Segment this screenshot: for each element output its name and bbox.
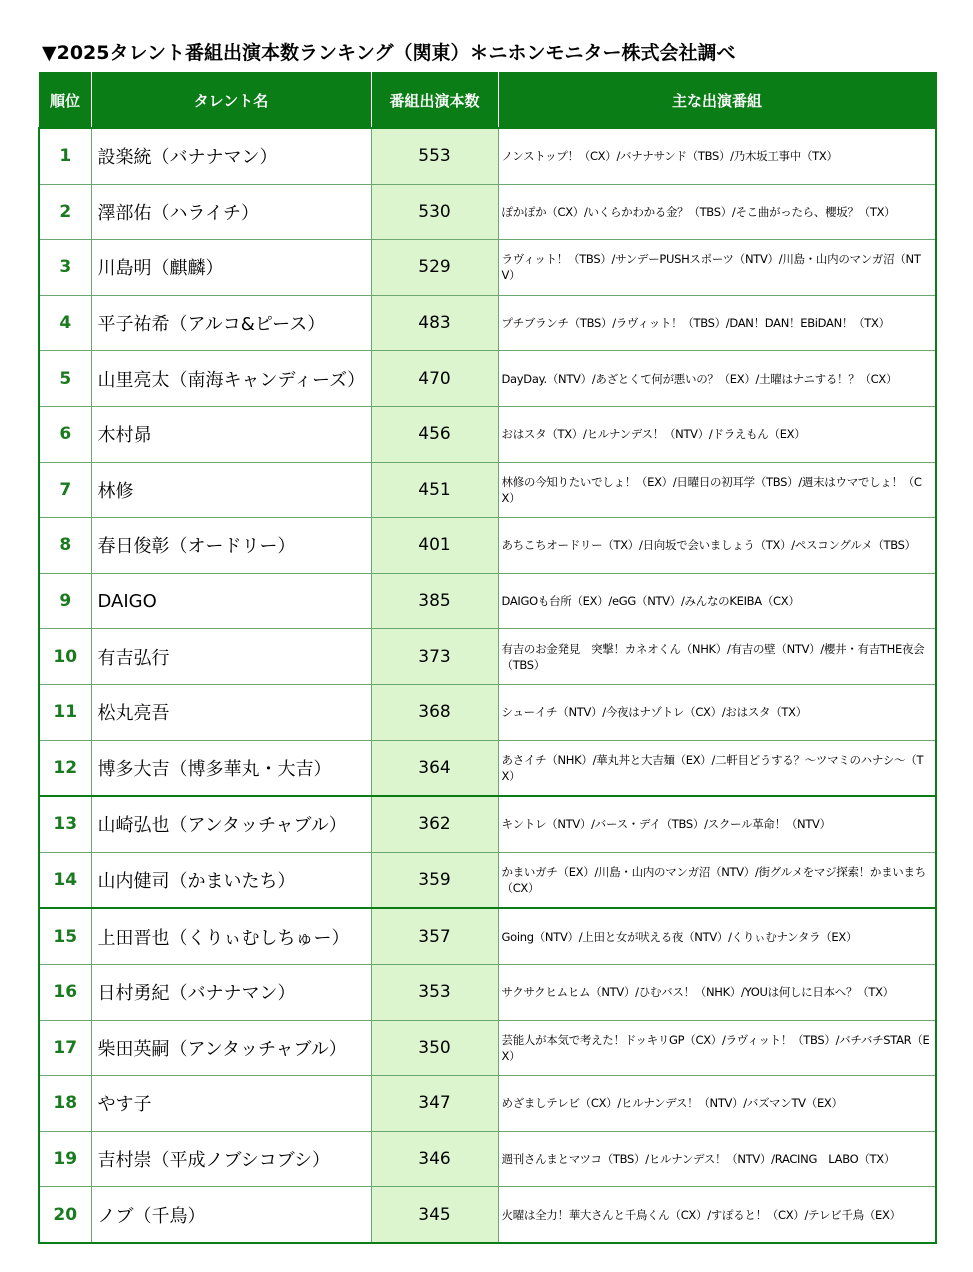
rank-number: 8 [39, 518, 91, 574]
table-row [39, 629, 936, 685]
talent-name: 吉村崇（平成ノブシコブシ） [91, 1131, 371, 1187]
table-row [39, 240, 936, 296]
table-row [39, 184, 936, 240]
table-row [39, 406, 936, 462]
table-row [39, 1020, 936, 1076]
header-programs: 主な出演番組 [498, 73, 936, 129]
appearance-count: 362 [371, 796, 498, 852]
table-row [39, 1187, 936, 1243]
talent-name: 設楽統（バナナマン） [91, 128, 371, 184]
main-programs: サクサクヒムヒム（NTV）/ひむバス！（NHK）/YOUは何しに日本へ？（TX） [498, 964, 936, 1020]
table-row [39, 684, 936, 740]
rank-number: 10 [39, 629, 91, 685]
rank-number: 1 [39, 128, 91, 184]
appearance-count: 483 [371, 295, 498, 351]
rank-number: 18 [39, 1076, 91, 1132]
talent-name: 柴田英嗣（アンタッチャブル） [91, 1020, 371, 1076]
main-programs: ラヴィット！（TBS）/サンデーPUSHスポーツ（NTV）/川島・山内のマンガ沼（NTV） [498, 240, 936, 296]
table-row [39, 1131, 936, 1187]
rank-number: 14 [39, 852, 91, 908]
ranking-table [38, 72, 937, 1244]
table-row [39, 518, 936, 574]
main-programs: シューイチ（NTV）/今夜はナゾトレ（CX）/おはスタ（TX） [498, 684, 936, 740]
main-programs: DAIGOも台所（EX）/eGG（NTV）/みんなのKEIBA（CX） [498, 573, 936, 629]
appearance-count: 353 [371, 964, 498, 1020]
talent-name: 春日俊彰（オードリー） [91, 518, 371, 574]
appearance-count: 346 [371, 1131, 498, 1187]
rank-number: 2 [39, 184, 91, 240]
appearance-count: 368 [371, 684, 498, 740]
rank-number: 20 [39, 1187, 91, 1243]
main-programs: かまいガチ（EX）/川島・山内のマンガ沼（NTV）/街グルメをマジ探索！かまいまち（CX） [498, 852, 936, 908]
talent-name: 博多大吉（博多華丸・大吉） [91, 740, 371, 796]
talent-name: 上田晋也（くりぃむしちゅー） [91, 908, 371, 964]
header-name: タレント名 [91, 73, 371, 129]
appearance-count: 347 [371, 1076, 498, 1132]
main-programs: DayDay.（NTV）/あざとくて何が悪いの？（EX）/土曜はナニする！？（CX） [498, 351, 936, 407]
rank-number: 5 [39, 351, 91, 407]
rank-number: 11 [39, 684, 91, 740]
appearance-count: 373 [371, 629, 498, 685]
talent-name: DAIGO [91, 573, 371, 629]
main-programs: 有吉のお金発見 突撃！カネオくん（NHK）/有吉の壁（NTV）/櫻井・有吉THE夜会（TBS） [498, 629, 936, 685]
table-row [39, 462, 936, 518]
main-programs: 週刊さんまとマツコ（TBS）/ヒルナンデス！（NTV）/RACING LABO（TX） [498, 1131, 936, 1187]
rank-number: 13 [39, 796, 91, 852]
main-programs: プチブランチ（TBS）/ラヴィット！（TBS）/DAN！DAN！EBiDAN！（TX） [498, 295, 936, 351]
talent-name: 山内健司（かまいたち） [91, 852, 371, 908]
main-programs: 林修の今知りたいでしょ！（EX）/日曜日の初耳学（TBS）/週末はウマでしょ！（CX） [498, 462, 936, 518]
rank-number: 19 [39, 1131, 91, 1187]
rank-number: 17 [39, 1020, 91, 1076]
table-row [39, 740, 936, 796]
table-row [39, 964, 936, 1020]
appearance-count: 359 [371, 852, 498, 908]
table-row [39, 295, 936, 351]
main-programs: Going（NTV）/上田と女が吠える夜（NTV）/くりぃむナンタラ（EX） [498, 908, 936, 964]
appearance-count: 456 [371, 406, 498, 462]
appearance-count: 364 [371, 740, 498, 796]
ranking-body [39, 128, 936, 1243]
appearance-count: 451 [371, 462, 498, 518]
header-count: 番組出演本数 [371, 73, 498, 129]
rank-number: 9 [39, 573, 91, 629]
main-programs: ぽかぽか（CX）/いくらかわかる金？（TBS）/そこ曲がったら、櫻坂？（TX） [498, 184, 936, 240]
rank-number: 6 [39, 406, 91, 462]
rank-number: 7 [39, 462, 91, 518]
table-row [39, 796, 936, 852]
talent-name: 木村昴 [91, 406, 371, 462]
appearance-count: 529 [371, 240, 498, 296]
appearance-count: 345 [371, 1187, 498, 1243]
appearance-count: 350 [371, 1020, 498, 1076]
talent-name: 山里亮太（南海キャンディーズ） [91, 351, 371, 407]
talent-name: やす子 [91, 1076, 371, 1132]
rank-number: 4 [39, 295, 91, 351]
talent-name: 澤部佑（ハライチ） [91, 184, 371, 240]
rank-number: 12 [39, 740, 91, 796]
appearance-count: 401 [371, 518, 498, 574]
main-programs: キントレ（NTV）/バース・デイ（TBS）/スクール革命！（NTV） [498, 796, 936, 852]
header-rank: 順位 [39, 73, 91, 129]
main-programs: あさイチ（NHK）/華丸丼と大吉麺（EX）/二軒目どうする？～ツマミのハナシ～（TX） [498, 740, 936, 796]
appearance-count: 357 [371, 908, 498, 964]
talent-name: 山崎弘也（アンタッチャブル） [91, 796, 371, 852]
main-programs: ノンストップ！（CX）/バナナサンド（TBS）/乃木坂工事中（TX） [498, 128, 936, 184]
talent-name: 平子祐希（アルコ&ピース） [91, 295, 371, 351]
appearance-count: 385 [371, 573, 498, 629]
main-programs: おはスタ（TX）/ヒルナンデス！（NTV）/ドラえもん（EX） [498, 406, 936, 462]
rank-number: 3 [39, 240, 91, 296]
table-row [39, 351, 936, 407]
talent-name: 有吉弘行 [91, 629, 371, 685]
table-row [39, 852, 936, 908]
rank-number: 15 [39, 908, 91, 964]
header-row [39, 73, 936, 129]
table-row [39, 128, 936, 184]
talent-name: 日村勇紀（バナナマン） [91, 964, 371, 1020]
main-programs: あちこちオードリー（TX）/日向坂で会いましょう（TX）/ペスコングルメ（TBS） [498, 518, 936, 574]
table-row [39, 573, 936, 629]
talent-name: ノブ（千鳥） [91, 1187, 371, 1243]
appearance-count: 553 [371, 128, 498, 184]
rank-number: 16 [39, 964, 91, 1020]
table-row [39, 1076, 936, 1132]
main-programs: めざましテレビ（CX）/ヒルナンデス！（NTV）/バズマンTV（EX） [498, 1076, 936, 1132]
talent-name: 松丸亮吾 [91, 684, 371, 740]
talent-name: 林修 [91, 462, 371, 518]
table-row [39, 908, 936, 964]
appearance-count: 530 [371, 184, 498, 240]
appearance-count: 470 [371, 351, 498, 407]
talent-name: 川島明（麒麟） [91, 240, 371, 296]
main-programs: 火曜は全力！華大さんと千鳥くん（CX）/すぽると！（CX）/テレビ千鳥（EX） [498, 1187, 936, 1243]
page-title: ▼2025タレント番組出演本数ランキング（関東）＊ニホンモニター株式会社調べ [42, 42, 736, 64]
main-programs: 芸能人が本気で考えた！ドッキリGP（CX）/ラヴィット！（TBS）/バチバチSTAR（EX） [498, 1020, 936, 1076]
